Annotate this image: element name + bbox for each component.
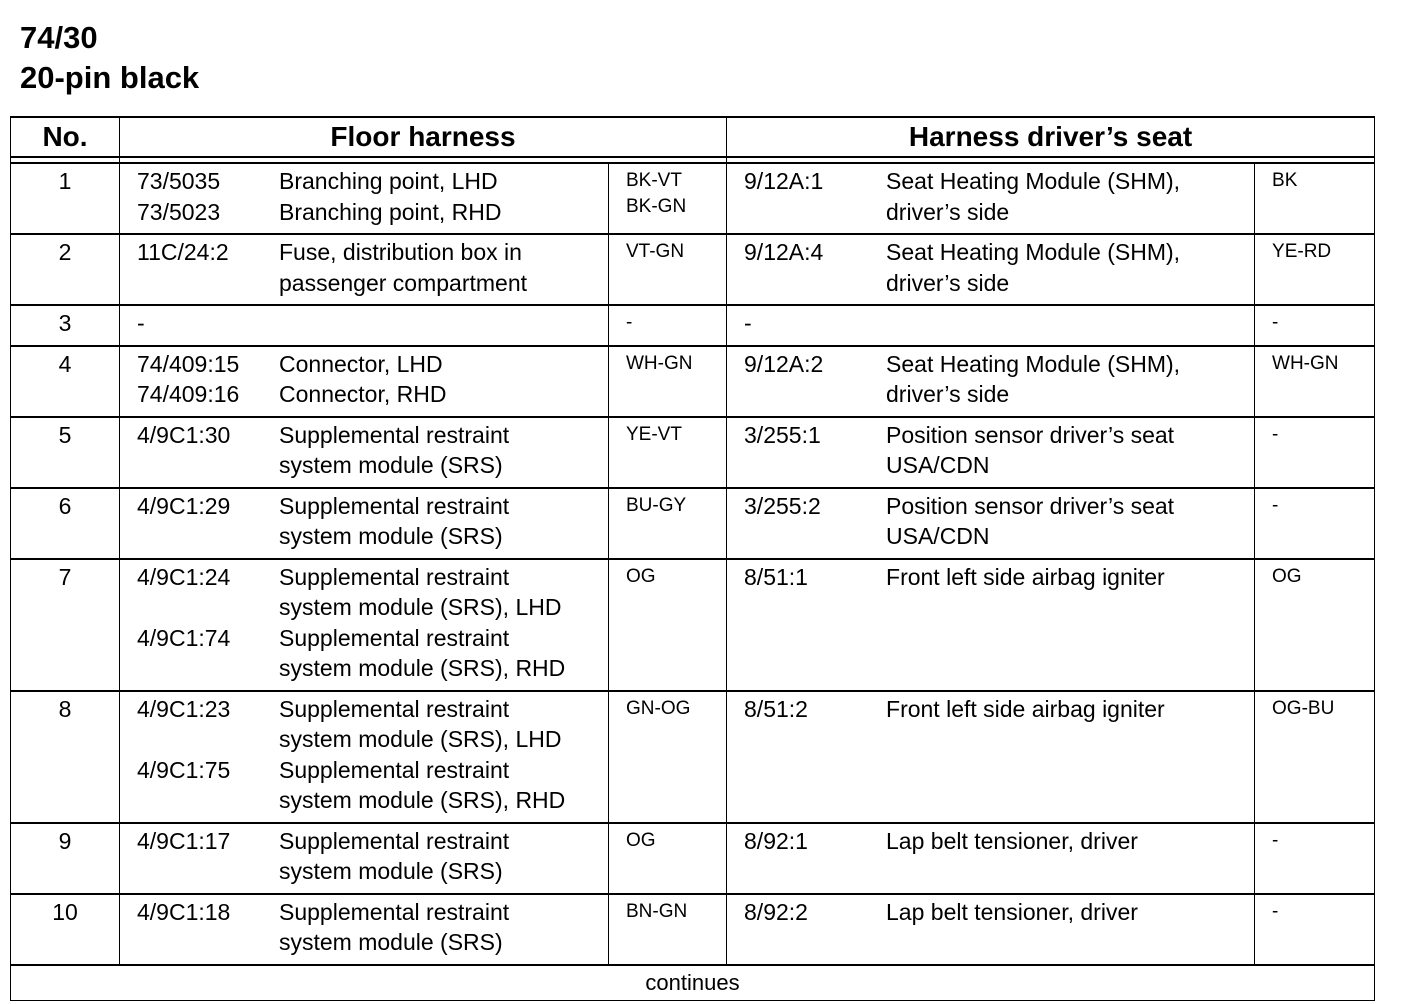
floor-entry-line — [137, 856, 608, 887]
driver-component-code — [744, 268, 886, 299]
driver-component-code: 9/12A:2 — [744, 350, 824, 377]
floor-connection — [120, 163, 609, 234]
floor-entry-line — [137, 592, 608, 623]
floor-entry-line — [137, 308, 608, 339]
driver-wire-color-code: - — [1272, 829, 1279, 851]
floor-wire-color — [609, 234, 727, 305]
floor-connection — [120, 346, 609, 417]
driver-wire-color-code: - — [1272, 312, 1279, 333]
driver-connection — [727, 691, 1255, 823]
driver-entry-line — [744, 166, 1254, 197]
header-driver-seat-harness: Harness driver’s seat — [727, 117, 1375, 157]
driver-wire-color-code: WH-GN — [1272, 352, 1339, 374]
floor-component-description: Supplemental restraint — [279, 827, 510, 854]
floor-wire-color — [609, 417, 727, 488]
floor-component-description: system module (SRS), RHD — [279, 787, 566, 813]
driver-entry-line — [744, 897, 1254, 928]
floor-wire-color — [609, 691, 727, 823]
pin-number: 7 — [11, 559, 120, 691]
driver-connection — [727, 488, 1255, 559]
driver-wire-color — [1255, 894, 1375, 965]
driver-component-code: 8/92:2 — [744, 898, 808, 925]
driver-component-description: Front left side airbag igniter — [886, 695, 1165, 722]
floor-component-code — [137, 450, 279, 481]
driver-component-code: 3/255:1 — [744, 421, 821, 448]
driver-component-code — [744, 521, 886, 552]
floor-entry-line — [137, 927, 608, 958]
driver-component-description: Lap belt tensioner, driver — [886, 898, 1138, 925]
pin-number: 10 — [11, 894, 120, 965]
floor-component-description: Supplemental restraint — [279, 421, 510, 448]
driver-entry-line — [744, 349, 1254, 380]
connector-description: 20-pin black — [20, 60, 200, 95]
floor-entry-line — [137, 785, 608, 816]
driver-entry-line — [744, 237, 1254, 268]
table-row — [11, 488, 1375, 559]
floor-entry-line — [137, 724, 608, 755]
floor-component-description: Supplemental restraint — [279, 624, 510, 651]
floor-component-code — [137, 724, 279, 755]
floor-component-code: 4/9C1:75 — [137, 756, 231, 783]
driver-component-description: driver’s side — [886, 381, 1010, 407]
floor-wire-color-code: BU-GY — [626, 494, 687, 516]
floor-wire-color-code: - — [626, 312, 633, 333]
driver-wire-color — [1255, 346, 1375, 417]
driver-component-description: USA/CDN — [886, 523, 990, 549]
table-row — [11, 417, 1375, 488]
floor-component-description: Branching point, LHD — [279, 168, 498, 194]
floor-connection — [120, 417, 609, 488]
floor-component-code — [137, 927, 279, 958]
footer-row — [11, 965, 1375, 1001]
floor-connection — [120, 823, 609, 894]
driver-connection — [727, 234, 1255, 305]
driver-wire-color — [1255, 163, 1375, 234]
continues-label: continues — [11, 965, 1375, 1001]
driver-component-description: Position sensor driver’s seat — [886, 492, 1175, 519]
pin-number: 5 — [11, 417, 120, 488]
floor-component-description: Connector, LHD — [279, 350, 443, 377]
driver-entry-line — [744, 491, 1254, 522]
floor-component-description: Fuse, distribution box in — [279, 239, 522, 265]
floor-component-code: 11C/24:2 — [137, 239, 229, 265]
floor-wire-color-code: OG — [626, 829, 656, 851]
floor-component-code — [137, 785, 279, 816]
driver-component-description: Lap belt tensioner, driver — [886, 827, 1138, 854]
floor-entry-line — [137, 521, 608, 552]
floor-component-description: Supplemental restraint — [279, 695, 510, 722]
driver-connection — [727, 163, 1255, 234]
driver-component-code — [744, 379, 886, 410]
driver-component-code: 8/51:2 — [744, 695, 808, 722]
driver-entry-line — [744, 197, 1254, 228]
table-row — [11, 305, 1375, 346]
floor-component-description: system module (SRS) — [279, 858, 503, 884]
floor-wire-color — [609, 305, 727, 346]
floor-wire-color-code: BK-GN — [626, 196, 687, 217]
floor-connection — [120, 559, 609, 691]
driver-wire-color — [1255, 234, 1375, 305]
floor-component-code: 73/5035 — [137, 168, 221, 194]
floor-wire-color-code: BN-GN — [626, 900, 688, 922]
pin-number: 6 — [11, 488, 120, 559]
driver-component-code — [744, 197, 886, 228]
floor-wire-color — [609, 823, 727, 894]
floor-component-description: system module (SRS), RHD — [279, 655, 566, 681]
driver-connection — [727, 559, 1255, 691]
driver-component-description: Seat Heating Module (SHM), — [886, 350, 1181, 377]
floor-wire-color-code: BK-VT — [626, 170, 682, 191]
floor-connection — [120, 488, 609, 559]
floor-component-code — [137, 856, 279, 887]
table-row — [11, 559, 1375, 691]
driver-wire-color — [1255, 823, 1375, 894]
floor-entry-line — [137, 694, 608, 725]
floor-connection — [120, 305, 609, 346]
pin-number: 3 — [11, 305, 120, 346]
driver-component-description: USA/CDN — [886, 452, 990, 478]
floor-entry-line — [137, 826, 608, 857]
floor-component-description: Supplemental restraint — [279, 756, 510, 783]
table-row — [11, 691, 1375, 823]
floor-wire-color-code: WH-GN — [626, 352, 693, 374]
floor-entry-line — [137, 450, 608, 481]
floor-component-description: passenger compartment — [279, 269, 528, 296]
floor-entry-line — [137, 237, 608, 268]
driver-connection — [727, 417, 1255, 488]
table-row — [11, 894, 1375, 965]
driver-entry-line — [744, 826, 1254, 857]
floor-entry-line — [137, 653, 608, 684]
floor-component-code: 73/5023 — [137, 198, 221, 225]
floor-wire-color-code: OG — [626, 565, 656, 587]
floor-component-code — [137, 521, 279, 552]
floor-wire-color — [609, 163, 727, 234]
header-row — [11, 117, 1375, 157]
floor-component-description: system module (SRS), LHD — [279, 594, 562, 620]
driver-wire-color-code: - — [1272, 900, 1279, 922]
floor-entry-line — [137, 623, 608, 654]
pin-rows — [11, 163, 1375, 965]
floor-component-code — [137, 653, 279, 684]
floor-component-description: Supplemental restraint — [279, 563, 510, 590]
driver-component-code: 9/12A:1 — [744, 168, 824, 194]
driver-wire-color-code: OG — [1272, 565, 1302, 587]
driver-component-code: - — [744, 310, 752, 336]
floor-wire-color-code: GN-OG — [626, 697, 691, 719]
driver-component-description: Front left side airbag igniter — [886, 563, 1165, 590]
driver-entry-line — [744, 308, 1254, 339]
floor-wire-color-code: VT-GN — [626, 241, 685, 262]
driver-wire-color-code: - — [1272, 494, 1279, 516]
driver-wire-color-code: OG-BU — [1272, 697, 1335, 719]
floor-wire-color — [609, 488, 727, 559]
floor-connection — [120, 234, 609, 305]
floor-component-description: Supplemental restraint — [279, 898, 510, 925]
floor-entry-line — [137, 379, 608, 410]
driver-component-description — [886, 308, 1254, 339]
floor-component-code: 74/409:16 — [137, 381, 240, 407]
floor-component-code: 4/9C1:29 — [137, 492, 231, 519]
floor-component-description: Supplemental restraint — [279, 492, 510, 519]
pin-number: 1 — [11, 163, 120, 234]
driver-component-description: driver’s side — [886, 269, 1010, 296]
pin-number: 4 — [11, 346, 120, 417]
floor-wire-color-code: YE-VT — [626, 423, 682, 445]
driver-component-code: 9/12A:4 — [744, 239, 824, 265]
floor-component-description — [279, 308, 608, 339]
floor-component-description: Connector, RHD — [279, 381, 447, 407]
floor-entry-line — [137, 268, 608, 299]
floor-component-code: 74/409:15 — [137, 350, 240, 377]
driver-entry-line — [744, 268, 1254, 299]
driver-entry-line — [744, 562, 1254, 593]
driver-wire-color — [1255, 305, 1375, 346]
table-row — [11, 234, 1375, 305]
floor-component-description: system module (SRS), LHD — [279, 726, 562, 752]
driver-entry-line — [744, 521, 1254, 552]
floor-entry-line — [137, 897, 608, 928]
floor-component-code: 4/9C1:30 — [137, 421, 231, 448]
driver-connection — [727, 894, 1255, 965]
driver-component-description: Position sensor driver’s seat — [886, 421, 1175, 448]
floor-component-code: 4/9C1:24 — [137, 563, 231, 590]
driver-entry-line — [744, 420, 1254, 451]
floor-entry-line — [137, 166, 608, 197]
header-floor-harness: Floor harness — [120, 117, 727, 157]
table-row — [11, 823, 1375, 894]
floor-entry-line — [137, 349, 608, 380]
driver-component-code: 3/255:2 — [744, 492, 821, 519]
driver-wire-color — [1255, 417, 1375, 488]
floor-component-code: - — [137, 310, 145, 336]
floor-component-code: 4/9C1:23 — [137, 695, 231, 722]
floor-component-description: system module (SRS) — [279, 452, 503, 478]
driver-wire-color-code: - — [1272, 423, 1279, 445]
pin-number: 2 — [11, 234, 120, 305]
driver-component-code: 8/92:1 — [744, 827, 808, 854]
floor-component-code: 4/9C1:18 — [137, 898, 231, 925]
driver-component-description: driver’s side — [886, 198, 1010, 225]
floor-entry-line — [137, 197, 608, 228]
floor-component-code — [137, 268, 279, 299]
floor-entry-line — [137, 755, 608, 786]
floor-component-code: 4/9C1:17 — [137, 827, 231, 854]
floor-connection — [120, 894, 609, 965]
driver-component-code — [744, 450, 886, 481]
floor-component-description: Branching point, RHD — [279, 198, 502, 225]
floor-component-code: 4/9C1:74 — [137, 624, 231, 651]
driver-wire-color-code: BK — [1272, 170, 1298, 191]
floor-component-code — [137, 592, 279, 623]
floor-connection — [120, 691, 609, 823]
floor-wire-color — [609, 346, 727, 417]
floor-entry-line — [137, 420, 608, 451]
driver-wire-color — [1255, 691, 1375, 823]
floor-wire-color — [609, 559, 727, 691]
floor-entry-line — [137, 491, 608, 522]
driver-wire-color — [1255, 559, 1375, 691]
driver-wire-color — [1255, 488, 1375, 559]
driver-component-description: Seat Heating Module (SHM), — [886, 168, 1181, 194]
driver-component-code: 8/51:1 — [744, 563, 808, 590]
floor-component-description: system module (SRS) — [279, 523, 503, 549]
driver-connection — [727, 823, 1255, 894]
header-no: No. — [11, 117, 120, 157]
driver-wire-color-code: YE-RD — [1272, 241, 1332, 262]
pin-number: 9 — [11, 823, 120, 894]
driver-connection — [727, 346, 1255, 417]
pin-number: 8 — [11, 691, 120, 823]
table-row — [11, 163, 1375, 234]
floor-wire-color — [609, 894, 727, 965]
driver-entry-line — [744, 694, 1254, 725]
driver-component-description: Seat Heating Module (SHM), — [886, 239, 1181, 265]
table-row — [11, 346, 1375, 417]
floor-component-description: system module (SRS) — [279, 929, 503, 955]
pin-table — [10, 116, 1375, 1001]
driver-connection — [727, 305, 1255, 346]
connector-id: 74/30 — [20, 20, 98, 55]
driver-entry-line — [744, 379, 1254, 410]
floor-entry-line — [137, 562, 608, 593]
driver-entry-line — [744, 450, 1254, 481]
